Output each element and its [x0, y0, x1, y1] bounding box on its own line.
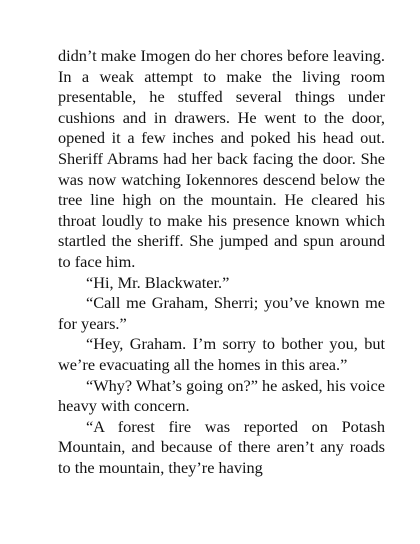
- paragraph-dialogue: “Hi, Mr. Blackwater.”: [86, 272, 230, 292]
- paragraph-dialogue: “Call me Graham, Sherri; you’ve known me for years.”: [58, 293, 385, 333]
- paragraph-dialogue: “Hey, Graham. I’m sorry to bother you, but we’re evacuating all the homes in this area.”: [58, 334, 385, 374]
- paragraph-continuation: didn’t make Imogen do her chores before leaving. In a weak attempt to make the living room presentable, he stuffed several things under cushions and in drawers. He went to the door, opened it a few inches and poked his head out. Sheriff Abrams had her back facing the door. She was now watching Iokennores descend below the tree line high on the mountain. He cleared his throat loudly to make his presence known which startled the sheriff. She jumped and spun around to face him.: [58, 46, 385, 271]
- paragraph-dialogue: “Why? What’s going on?” he asked, his voice heavy with concern.: [58, 375, 386, 416]
- paragraph-dialogue: “A forest fire was reported on Potash Mountain, and because of there aren’t any roads to the mountain, they’re having: [58, 416, 385, 477]
- book-page-text: [58, 46, 385, 478]
